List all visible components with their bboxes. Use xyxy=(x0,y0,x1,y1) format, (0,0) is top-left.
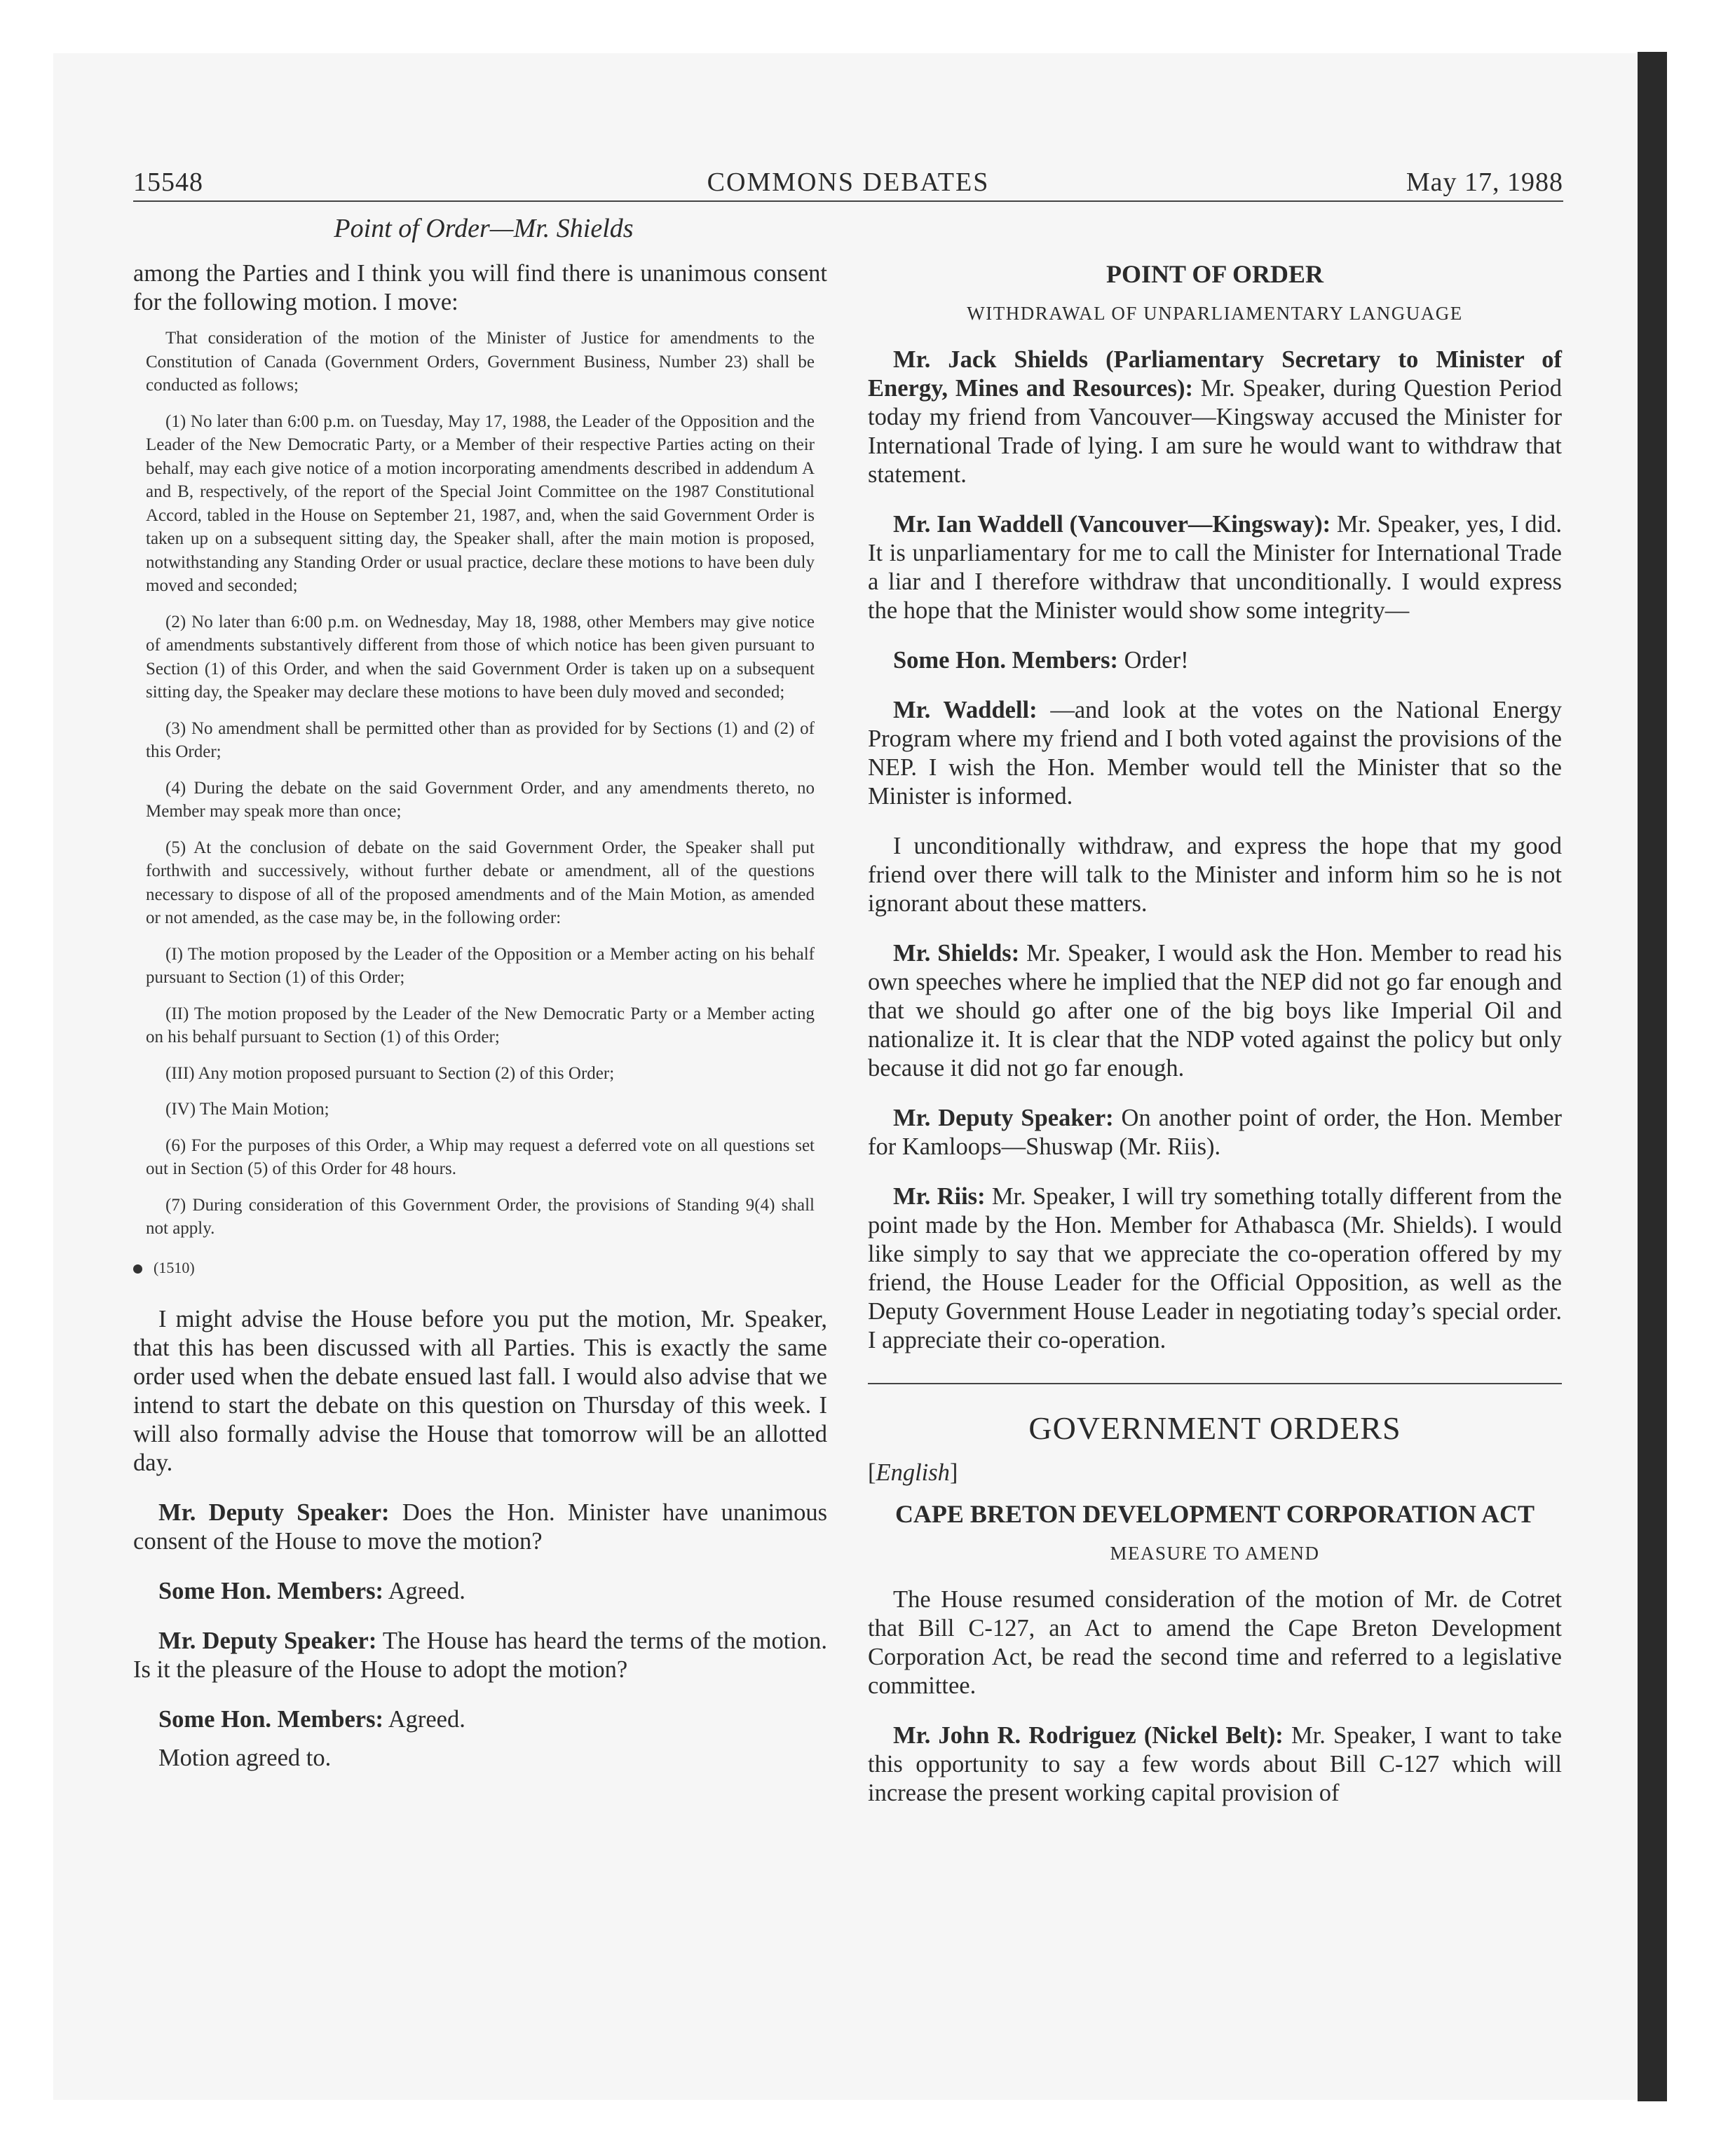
section-title: POINT OF ORDER xyxy=(1105,260,1324,288)
speech-text: Agreed. xyxy=(388,1705,465,1733)
motion-clause: (I) The motion proposed by the Leader of the Opposition or a Member acting on his behalf pursuant to Section (1) of this Order; xyxy=(146,944,815,987)
speech-paragraph xyxy=(868,646,1562,675)
publication-title: COMMONS DEBATES xyxy=(707,168,990,197)
page-number: 15548 xyxy=(133,168,203,197)
speaker-name: Some Hon. Members: xyxy=(158,1577,383,1604)
motion-clause: (7) During consideration of this Government Order, the provisions of Standing 9(4) shall not apply. xyxy=(146,1195,815,1238)
speech-paragraph xyxy=(868,1721,1562,1808)
speech-paragraph xyxy=(133,1627,827,1684)
speech-text: Does the Hon. Minister have unanimous consent of the House to move the motion? xyxy=(133,1499,827,1555)
speech-text: Order! xyxy=(1124,647,1189,674)
language-tag-text: English xyxy=(876,1459,950,1486)
scan-edge-shadow xyxy=(1638,52,1667,2101)
speech-text: I unconditionally withdraw, and express the hope that my good friend over there will talk to the Minister and inform him so he is not ignorant about these matters. xyxy=(868,833,1562,917)
motion-preamble: That consideration of the motion of the Minister of Justice for amendments to the Constitution of Canada (Government Orders, Government Business, Number 23) shall be conducted as follows; xyxy=(146,329,815,395)
header-rule xyxy=(133,200,1563,202)
speaker-name: Some Hon. Members: xyxy=(893,647,1118,674)
speech-paragraph xyxy=(868,832,1562,918)
header-date: May 17, 1988 xyxy=(1406,168,1563,197)
motion-clause: (3) No amendment shall be permitted other than as provided for by Sections (1) and (2) of this Order; xyxy=(146,718,815,761)
bill-title: CAPE BRETON DEVELOPMENT CORPORATION ACT xyxy=(894,1500,1535,1528)
speech-text: The House has heard the terms of the motion. Is it the pleasure of the House to adopt the motion? xyxy=(133,1627,827,1683)
speech-paragraph xyxy=(133,1577,827,1606)
section-subtitle: WITHDRAWAL OF UNPARLIAMENTARY LANGUAGE xyxy=(967,303,1463,324)
intro-paragraph: among the Parties and I think you will find there is unanimous consent for the following motion. I move: xyxy=(133,260,827,315)
speaker-name: Mr. Deputy Speaker: xyxy=(158,1499,390,1526)
speech-text: On another point of order, the Hon. Member for Kamloops—Shuswap (Mr. Riis). xyxy=(868,1105,1562,1160)
speech-paragraph xyxy=(133,1499,827,1556)
section-divider xyxy=(868,1383,1562,1384)
motion-clause: (II) The motion proposed by the Leader of the New Democratic Party or a Member acting on his behalf pursuant to Section (1) of this Order; xyxy=(146,1004,815,1046)
time-marker-text: (1510) xyxy=(154,1258,195,1276)
speech-paragraph xyxy=(868,696,1562,811)
speech-text: Mr. Speaker, I would ask the Hon. Member to read his own speeches where he implied that the NEP did not go far enough and that we should go after one of the big boys like Imperial Oil and nationalize it. It is clear that the NDP voted against the policy but only because it did not go far enough. xyxy=(868,940,1563,1082)
language-tag xyxy=(868,1459,1562,1487)
resumed-paragraph: The House resumed consideration of the motion of Mr. de Cotret that Bill C-127, an Act to amend the Cape Breton Development Corporation Act, be read the second time and referred to a legislative committee. xyxy=(868,1586,1562,1699)
page-subhead: Point of Order—Mr. Shields xyxy=(334,214,634,243)
speech-paragraph xyxy=(868,1182,1562,1355)
left-column xyxy=(133,259,827,1794)
motion-clause: (5) At the conclusion of debate on the said Government Order, the Speaker shall put forthwith and successively, without further debate or amendment, all of the questions necessary to dispose of all of the proposed amendments and of the Main Motion, as amended or not amended, as the case may be, in the following order: xyxy=(146,838,815,927)
motion-clause: (III) Any motion proposed pursuant to Section (2) of this Order; xyxy=(165,1063,615,1083)
speech-text: Agreed. xyxy=(388,1577,465,1604)
motion-clause: (6) For the purposes of this Order, a Whip may request a deferred vote on all questions set out in Section (5) of this Order for 48 hours. xyxy=(146,1135,815,1178)
speech-text: Mr. Speaker, yes, I did. It is unparliamentary for me to call the Minister for International Trade a liar and I therefore withdraw that unconditionally. I would express the hope that the Minister would show some integrity— xyxy=(868,511,1563,624)
government-orders-title: GOVERNMENT ORDERS xyxy=(1028,1410,1401,1446)
speaker-name: Mr. Ian Waddell (Vancouver—Kingsway): xyxy=(893,511,1331,538)
speech-paragraph xyxy=(868,1104,1562,1161)
advice-paragraph: I might advise the House before you put the motion, Mr. Speaker, that this has been discussed with all Parties. This is exactly the same order used when the debate ensued last fall. I would also advise that we intend to start the debate on this question on Thursday of this week. I will also formally advise the House that tomorrow will be an allotted day. xyxy=(133,1305,827,1476)
speaker-name: Some Hon. Members: xyxy=(158,1705,383,1733)
speaker-name: Mr. Riis: xyxy=(893,1183,986,1210)
motion-clause: (IV) The Main Motion; xyxy=(165,1100,329,1119)
speaker-name: Mr. Shields: xyxy=(893,940,1020,967)
speech-paragraph xyxy=(868,939,1562,1083)
bracket-close: ] xyxy=(949,1459,958,1486)
speaker-name: Mr. John R. Rodriguez (Nickel Belt): xyxy=(893,1722,1284,1749)
motion-agreed: Motion agreed to. xyxy=(158,1744,332,1771)
speaker-name: Mr. Jack Shields (Parliamentary Secretary to Minister of Energy, Mines and Resources): xyxy=(868,346,1562,402)
speech-text: —and look at the votes on the National Energy Program where my friend and I both voted against the provisions of the NEP. I wish the Hon. Member would tell the Minister that so the Minister is informed. xyxy=(868,697,1563,810)
speech-paragraph xyxy=(868,510,1562,625)
hansard-page xyxy=(133,167,1563,1961)
speaker-name: Mr. Deputy Speaker: xyxy=(893,1105,1114,1131)
time-marker xyxy=(133,1259,827,1277)
bill-subtitle: MEASURE TO AMEND xyxy=(1110,1543,1320,1564)
motion-clause: (2) No later than 6:00 p.m. on Wednesday, May 18, 1988, other Members may give notice of amendments substantively different from those of which notice has been given pursuant to Section (1) of this Order, and when the said Government Order is taken up on a subsequent sitting day, the Speaker may declare these motions to have been duly moved and seconded; xyxy=(146,612,815,702)
speech-text: Mr. Speaker, during Question Period today my friend from Vancouver—Kingsway accused the Minister for International Trade of lying. I am sure he would want to withdraw that statement. xyxy=(868,375,1562,488)
speech-paragraph xyxy=(133,1705,827,1734)
right-column xyxy=(868,259,1562,1829)
speaker-name: Mr. Deputy Speaker: xyxy=(158,1627,377,1654)
speaker-name: Mr. Waddell: xyxy=(893,697,1037,723)
motion-clause: (1) No later than 6:00 p.m. on Tuesday, May 17, 1988, the Leader of the Opposition and the Leader of the New Democratic Party, or a Member of their respective Parties acting on their behalf, may each give notice of a motion incorporating amendments described in addendum A and B, respectively, of the report of the Special Joint Committee on the 1987 Constitutional Accord, tabled in the House on September 21, 1987, and, when the said Government Order is taken up on a subsequent sitting day, the Speaker shall, after the main motion is proposed, notwithstanding any Standing Order or usual practice, declare these motions to have been duly moved and seconded; xyxy=(146,411,815,595)
bullet-dot-icon xyxy=(133,1264,142,1274)
motion-clause: (4) During the debate on the said Government Order, and any amendments thereto, no Member may speak more than once; xyxy=(146,778,815,821)
speech-text: Mr. Speaker, I want to take this opportunity to say a few words about Bill C-127 which will increase the present working capital provision of xyxy=(868,1722,1563,1806)
bracket-open: [ xyxy=(868,1459,876,1486)
speech-paragraph xyxy=(868,346,1562,489)
running-header xyxy=(133,167,1563,196)
speech-text: Mr. Speaker, I will try something totally different from the point made by the Hon. Member for Athabasca (Mr. Shields). I would like simply to say that we appreciate the co-operation offered by my friend, the House Leader for the Official Opposition, as well as the Deputy Government House Leader in negotiating today’s special order. I appreciate their co-operation. xyxy=(868,1183,1562,1353)
